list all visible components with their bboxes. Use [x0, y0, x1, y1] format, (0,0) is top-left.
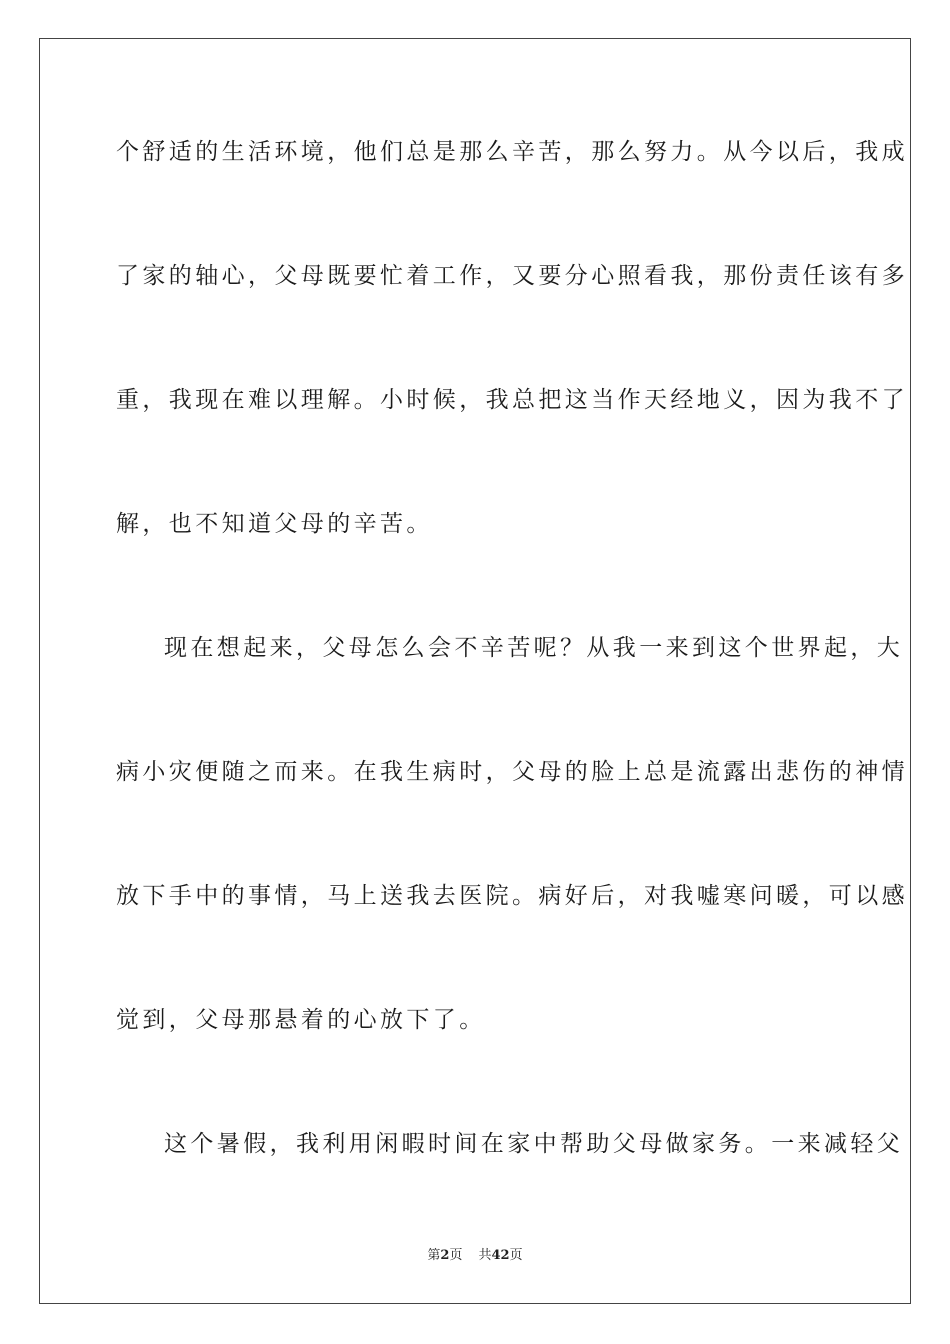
total-pages-indicator	[478, 1248, 522, 1264]
text-line: 个舒适的生活环境，他们总是那么辛苦，那么努力。从今以后，我成	[116, 139, 908, 165]
page-number: 2	[440, 1248, 450, 1263]
page-border	[39, 38, 911, 1304]
text-line: 这个暑假，我利用闲暇时间在家中帮助父母做家务。一来减轻父	[164, 1131, 904, 1157]
text-line: 了家的轴心，父母既要忙着工作，又要分心照看我，那份责任该有多	[116, 263, 908, 289]
text-line: 觉到，父母那悬着的心放下了。	[116, 1007, 486, 1033]
page-prefix: 第	[427, 1248, 441, 1263]
text-line: 解，也不知道父母的辛苦。	[116, 511, 433, 537]
text-line: 重，我现在难以理解。小时候，我总把这当作天经地义，因为我不了	[116, 387, 908, 413]
page-indicator	[427, 1248, 462, 1264]
total-suffix: 页	[509, 1248, 523, 1263]
total-pages: 42	[491, 1248, 510, 1263]
page-suffix: 页	[449, 1248, 463, 1263]
text-line: 现在想起来，父母怎么会不辛苦呢？从我一来到这个世界起，大	[164, 635, 904, 661]
text-line: 放下手中的事情，马上送我去医院。病好后，对我嘘寒问暖，可以感	[116, 883, 908, 909]
page-footer	[0, 1248, 950, 1264]
text-line: 病小灾便随之而来。在我生病时，父母的脸上总是流露出悲伤的神情	[116, 759, 908, 785]
total-prefix: 共	[478, 1248, 492, 1263]
